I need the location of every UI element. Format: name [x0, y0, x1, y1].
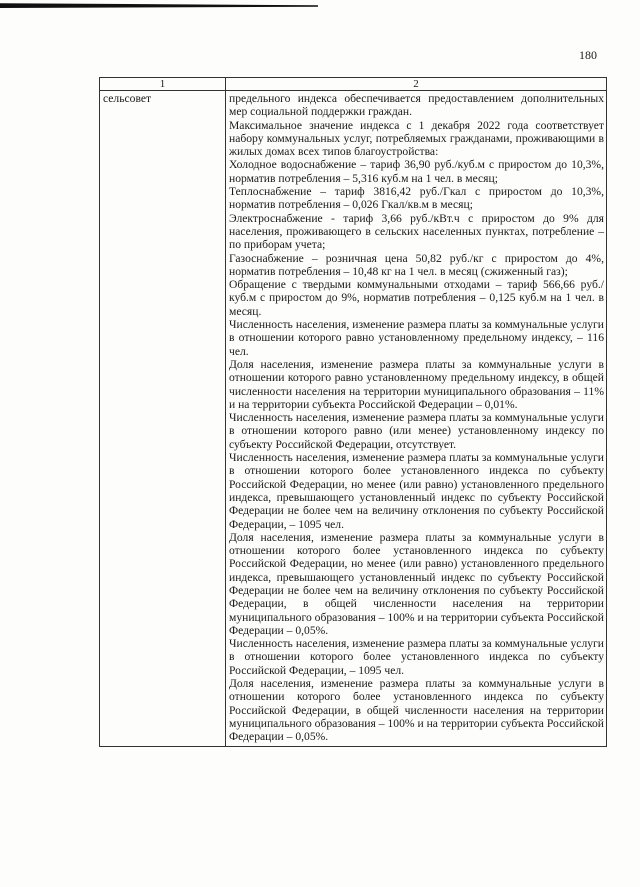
column-header-2: 2 — [226, 78, 607, 91]
page-number: 180 — [579, 48, 597, 62]
description-cell — [226, 91, 607, 747]
paragraph: Электроснабжение - тариф 3,66 руб./кВт.ч с приростом до 9% для населения, проживающего в сельских населенных пунктах, потребление – по приборам учета; — [229, 211, 604, 252]
paragraph: Обращение с твердыми коммунальными отходами – тариф 566,66 руб./куб.м с приростом до 9%, норматив потребления – 0,125 куб.м на 1 чел. в месяц. — [229, 278, 604, 318]
paragraph: Газоснабжение – розничная цена 50,82 руб./кг с приростом до 4%, норматив потребления – 10,48 кг на 1 чел. в месяц (сжиженный газ); — [229, 251, 604, 278]
scan-artifact-bar — [0, 2, 318, 8]
column-header-1: 1 — [100, 78, 226, 91]
municipality-cell: сельсовет — [100, 91, 226, 747]
paragraph: Максимальное значение индекса с 1 декабря 2022 года соответствует набору коммунальных услуг, потребляемых гражданами, проживающими в жилых домах всех типов благоустройства: — [229, 118, 604, 159]
paragraph: Доля населения, изменение размера платы за коммунальные услуги в отношении которого более установленного индекса по субъекту Российской Федерации, но менее (или равно) установленного предельного индекса, превышающего установленный индекс по субъекту Российской Федерации не более чем на величину отклонения по субъекту Российской Федерации, в общей численности населения на территории муниципального образования – 100% и на территории субъекта Российской Федерации – 0,05%. — [229, 530, 604, 637]
paragraph: Доля населения, изменение размера платы за коммунальные услуги в отношении которого равно установленному предельному индексу, в общей численности населения на территории муниципального образования – 11% и на территории субъекта Российской Федерации – 0,01%. — [229, 357, 604, 411]
paragraph: Численность населения, изменение размера платы за коммунальные услуги в отношении которого равно установленному предельному индексу, – 116 чел. — [229, 318, 604, 358]
paragraph: Численность населения, изменение размера платы за коммунальные услуги в отношении которого более установленного индекса по субъекту Российской Федерации, но менее (или равно) установленного предельного индекса, превышающего установленный индекс по субъекту Российской Федерации не более чем на величину отклонения по субъекту Российской Федерации, – 1095 чел. — [229, 451, 604, 531]
paragraph: Теплоснабжение – тариф 3816,42 руб./Гкал с приростом до 10,3%, норматив потребления – 0,026 Гкал/кв.м в месяц; — [229, 185, 604, 212]
table-row — [100, 91, 607, 747]
paragraph: Холодное водоснабжение – тариф 36,90 руб./куб.м с приростом до 10,3%, норматив потребления – 5,316 куб.м на 1 чел. в месяц; — [229, 158, 604, 185]
paragraph: Численность населения, изменение размера платы за коммунальные услуги в отношении которого более установленного индекса по субъекту Российской Федерации, – 1095 чел. — [229, 637, 604, 677]
document-table — [99, 77, 607, 747]
paragraph: предельного индекса обеспечивается предоставлением дополнительных мер социальной поддержки граждан. — [229, 92, 604, 119]
paragraph: Численность населения, изменение размера платы за коммунальные услуги в отношении которого равно (или менее) установленному индексу по субъекту Российской Федерации, отсутствует. — [229, 411, 604, 451]
paragraph: Доля населения, изменение размера платы за коммунальные услуги в отношении которого более установленного индекса по субъекту Российской Федерации, в общей численности населения на территории муниципального образования – 100% и на территории субъекта Российской Федерации – 0,05%. — [229, 677, 604, 744]
table-header-row — [100, 78, 607, 91]
